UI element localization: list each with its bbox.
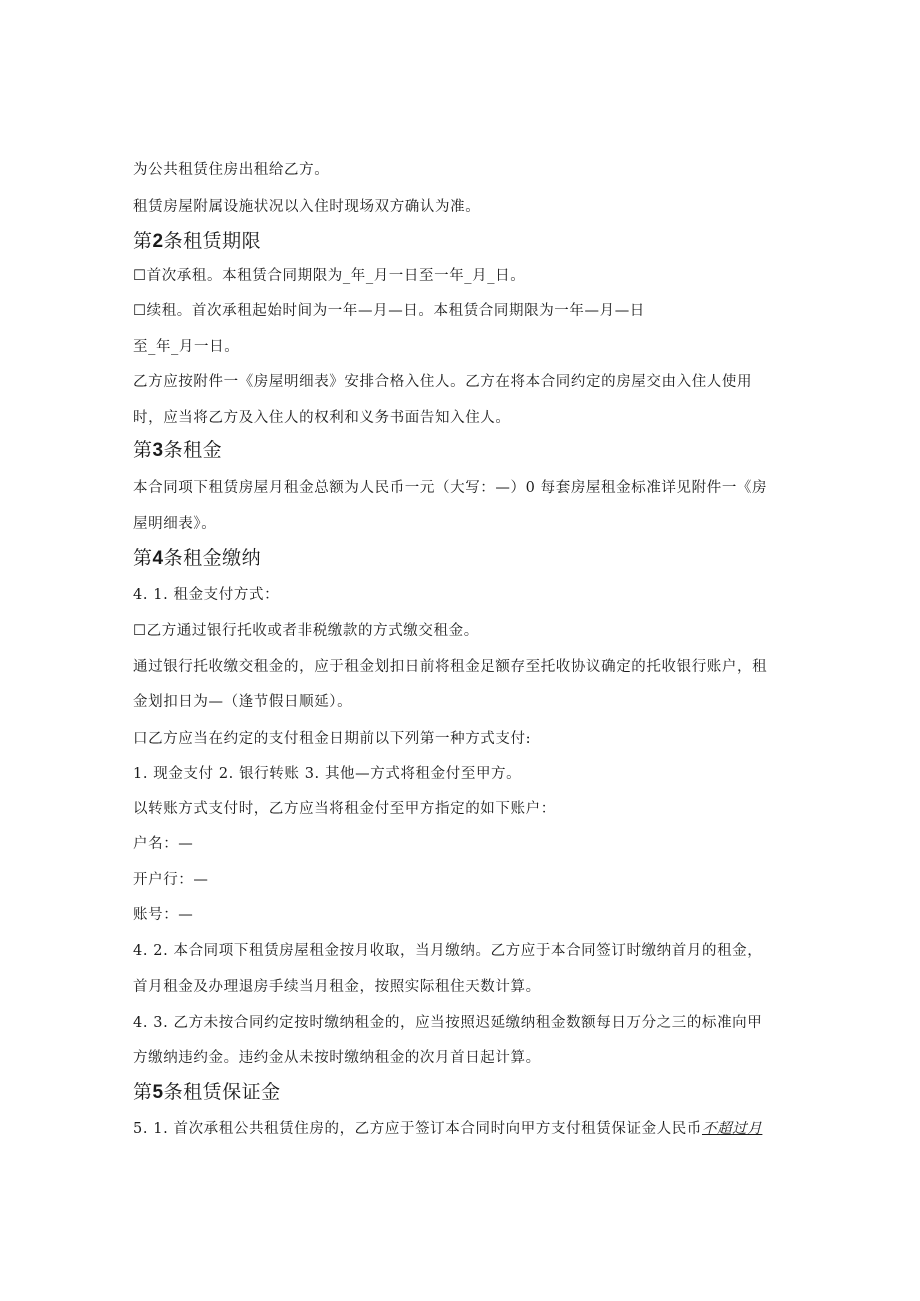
paragraph-line: 首月租金及办理退房手续当月租金，按照实际租住天数计算。: [133, 979, 541, 995]
clause-4-2: 4. 2. 本合同项下租赁房屋租金按月收取，当月缴纳。乙方应于本合同签订时缴纳首月的租金，: [133, 943, 763, 959]
article-heading-5: 第5条租赁保证金: [133, 1081, 281, 1103]
clause-4-3: 4. 3. 乙方未按合同约定按时缴纳租金的，应当按照迟延缴纳租金数额每日万分之三的标准向甲: [133, 1015, 763, 1031]
bank-name-line: 开户行：—: [133, 872, 209, 888]
checkbox-option-renewal: ☐续租。首次承租起始时间为一年—月—日。本租赁合同期限为一年—月—日: [133, 303, 645, 319]
paragraph-line: 时，应当将乙方及入住人的权利和义务书面告知入住人。: [133, 410, 511, 426]
payment-methods-line: 1. 现金支付 2. 银行转账 3. 其他—方式将租金付至甲方。: [133, 766, 522, 782]
account-number-line: 账号：—: [133, 907, 194, 923]
article-heading-3: 第3条租金: [133, 439, 223, 461]
paragraph-line: 乙方应按附件一《房屋明细表》安排合格入住人。乙方在将本合同约定的房屋交由入住人使用: [133, 374, 753, 390]
checkbox-option-first-lease: ☐首次承租。本租赁合同期限为_年_月一日至一年_月_日。: [133, 268, 526, 284]
paragraph-line: 为公共租赁住房出租给乙方。: [133, 162, 330, 178]
paragraph-line: 本合同项下租赁房屋月租金总额为人民币一元（大写：—）0 每套房屋租金标准详见附件一《房: [133, 480, 768, 496]
account-name-line: 户名：—: [133, 836, 194, 852]
checkbox-option-other: 口乙方应当在约定的支付租金日期前以下列第一种方式支付:: [133, 731, 532, 747]
article-heading-4: 第4条租金缴纳: [133, 547, 262, 569]
article-heading-2: 第2条租赁期限: [133, 230, 262, 252]
paragraph-line: 方缴纳违约金。违约金从未按时缴纳租金的次月首日起计算。: [133, 1050, 541, 1066]
clause-4-1: 4. 1. 租金支付方式：: [133, 587, 280, 603]
paragraph-line: 租赁房屋附属设施状况以入住时现场双方确认为准。: [133, 199, 481, 215]
checkbox-option-bank: ☐乙方通过银行托收或者非税缴款的方式缴交租金。: [133, 623, 479, 639]
paragraph-line: 金划扣日为—（逢节假日顺延）。: [133, 694, 353, 710]
clause-5-1: 5. 1. 首次承租公共租赁住房的，乙方应于签订本合同时向甲方支付租赁保证金人民币不超过月: [133, 1121, 763, 1137]
paragraph-line: 通过银行托收缴交租金的，应于租金划扣日前将租金足额存至托收协议确定的托收银行账户，租: [133, 659, 768, 675]
paragraph-line: 至_年_月一日。: [133, 339, 240, 355]
paragraph-line: 屋明细表》。: [133, 516, 217, 532]
deposit-amount-note: 不超过月: [701, 1121, 763, 1137]
paragraph-line: 以转账方式支付时，乙方应当将租金付至甲方指定的如下账户：: [133, 801, 556, 817]
